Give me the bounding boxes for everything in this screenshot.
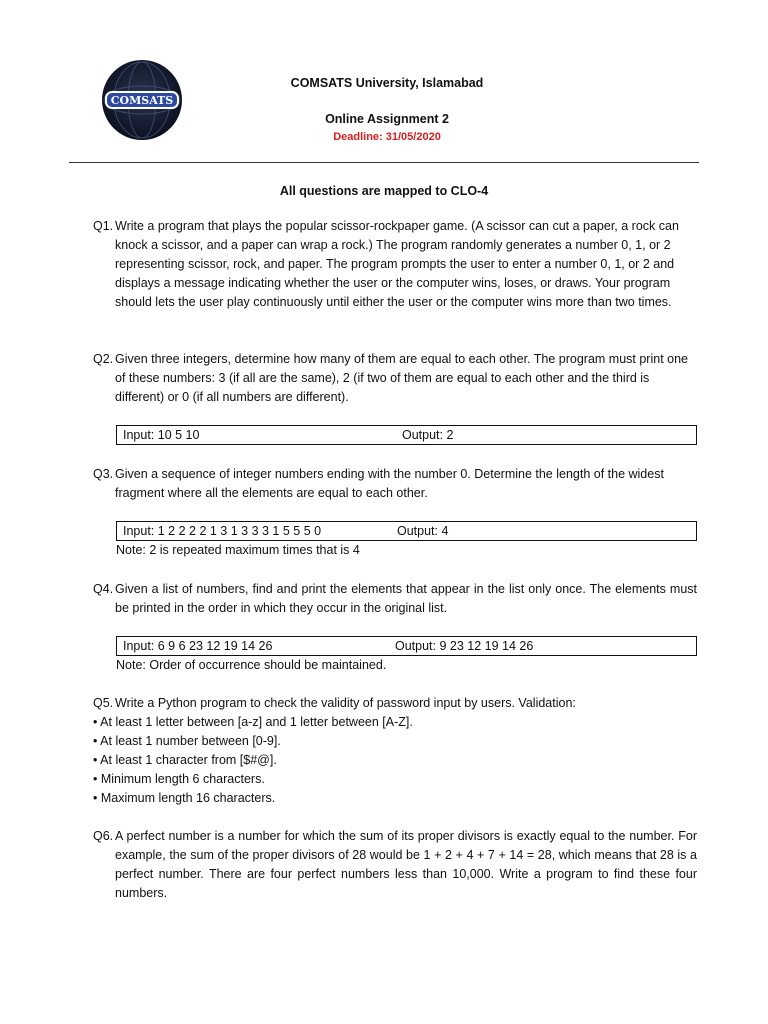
assignment-title: Online Assignment 2	[325, 112, 449, 126]
clo-mapping-note: All questions are mapped to CLO-4	[279, 184, 489, 198]
example-input: Input: 1 2 2 2 2 1 3 1 3 3 3 1 5 5 5 0	[123, 524, 322, 538]
question-6	[93, 827, 697, 903]
validation-rules	[93, 713, 697, 808]
example-input: Input: 6 9 6 23 12 19 14 26	[123, 639, 273, 653]
question-number: Q3.	[93, 467, 114, 481]
question-number: Q5.	[93, 696, 114, 710]
institution-name: COMSATS University, Islamabad	[290, 76, 484, 90]
validation-rule: • Minimum length 6 characters.	[93, 772, 265, 786]
deadline: Deadline: 31/05/2020	[333, 131, 441, 143]
question-4	[93, 580, 697, 618]
question-5	[93, 694, 697, 808]
question-3	[93, 465, 697, 503]
example-note: Note: 2 is repeated maximum times that is 4	[116, 543, 360, 557]
example-output: Output: 4	[397, 524, 449, 538]
example-output: Output: 9 23 12 19 14 26	[395, 639, 534, 653]
question-text: Given three integers, determine how many of them are equal to each other. The program must print one of these numbers: 3 (if all are the same), 2 (if two of them are equal to each other and the third is different) or 0 (if all numbers are different).	[115, 352, 688, 404]
question-2	[93, 350, 697, 407]
validation-rule: • At least 1 character from [$#@].	[93, 753, 277, 767]
question-text: Given a list of numbers, find and print the elements that appear in the list only once. The elements must be printed in the order in which they occur in the original list.	[115, 582, 697, 615]
validation-rule: • At least 1 letter between [a-z] and 1 letter between [A-Z].	[93, 715, 413, 729]
question-text: Given a sequence of integer numbers ending with the number 0. Determine the length of the widest fragment where all the elements are equal to each other.	[115, 467, 664, 500]
question-text: Write a program that plays the popular scissor-rockpaper game. (A scissor can cut a paper, a rock can knock a scissor, and a paper can wrap a rock.) The program randomly generates a number 0, 1, or 2 representing scissor, rock, and paper. The program prompts the user to enter a number 0, 1, or 2 and displays a message indicating whether the user or the computer wins, loses, or draws. Your program should lets the user play continuously until either the user or the computer wins more than two times.	[115, 219, 679, 309]
question-number: Q6.	[93, 829, 114, 843]
question-text: Write a Python program to check the validity of password input by users. Validation:	[115, 696, 576, 710]
validation-rule: • At least 1 number between [0-9].	[93, 734, 281, 748]
question-number: Q2.	[93, 352, 114, 366]
validation-rule: • Maximum length 16 characters.	[93, 791, 276, 805]
example-output: Output: 2	[402, 428, 454, 442]
comsats-logo	[101, 59, 183, 141]
question-text: A perfect number is a number for which the sum of its proper divisors is exactly equal to the number. For example, the sum of the proper divisors of 28 would be 1 + 2 + 4 + 7 + 14 = 28, which means that 28 is a perfect number. There are four perfect numbers less than 10,000. Write a program to find these four numbers.	[115, 829, 697, 900]
io-example-box	[116, 636, 697, 656]
io-example-box	[116, 425, 697, 445]
question-number: Q4.	[93, 582, 114, 596]
header-divider	[69, 162, 699, 163]
logo-text: COMSATS	[110, 94, 174, 107]
question-number: Q1.	[93, 219, 114, 233]
io-example-box	[116, 521, 697, 541]
question-1	[93, 217, 697, 312]
example-note: Note: Order of occurrence should be maintained.	[116, 658, 387, 672]
example-input: Input: 10 5 10	[123, 428, 200, 442]
